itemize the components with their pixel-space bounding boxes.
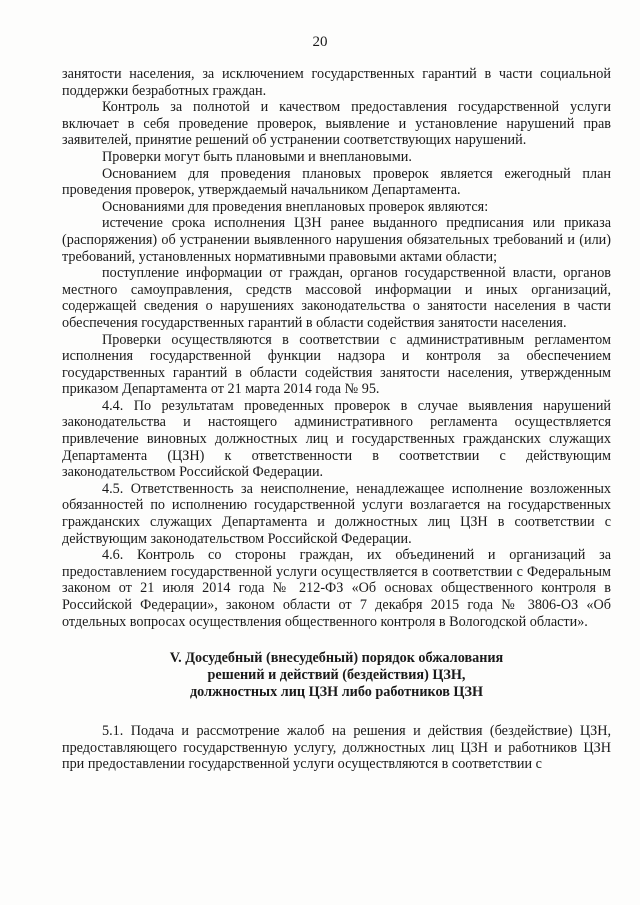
paragraph: Основаниями для проведения внеплановых проверок являются: [102,198,489,215]
section-heading-line: должностных лиц ЦЗН либо работников ЦЗН [189,684,483,701]
paragraph: Контроль за полнотой и качеством предоставления государственной услуги включает в себя проведение проверок, выявление и установление нарушений прав заявителей, принятие решений об устранении соответствующих нарушений. [62,99,611,149]
paragraph: истечение срока исполнения ЦЗН ранее выданного предписания или приказа (распоряжения) об устранении выявленного нарушения обязательных требований и (или) требований, установленных нормативными правовыми актами области; [62,215,611,265]
paragraphs-top [62,66,611,630]
paragraphs-bottom [62,723,611,773]
section-heading-line: V. Досудебный (внесудебный) порядок обжалования [169,650,504,667]
paragraph: 5.1. Подача и рассмотрение жалоб на решения и действия (бездействие) ЦЗН, предоставляющего государственную услугу, должностных лиц ЦЗН и работников ЦЗН при предоставлении государственной услуги осуществляются в соответствии с [62,723,611,773]
paragraph: Проверки осуществляются в соответствии с административным регламентом исполнения государственной функции надзора и контроля за обеспечением государственных гарантий в области содействия занятости населения, утвержденным приказом Департамента от 21 марта 2014 года № 95. [62,331,611,398]
paragraph: 4.6. Контроль со стороны граждан, их объединений и организаций за предоставлением государственной услуги осуществляется в соответствии с Федеральным законом от 21 июля 2014 года № 212-ФЗ «Об основах общественного контроля в Российской Федерации», законом области от 7 декабря 2015 года № 3806-ОЗ «Об отдельных вопросах осуществления общественного контроля в Вологодской области». [62,547,611,630]
section-heading [62,650,611,701]
paragraph: 4.5. Ответственность за неисполнение, ненадлежащее исполнение возложенных обязанностей по исполнению государственной услуги возлагается на государственных гражданских служащих Департамента и должностных лиц ЦЗН в соответствии с действующим законодательством Российской Федерации. [62,480,611,547]
paragraph: 4.4. По результатам проведенных проверок в случае выявления нарушений законодательства и настоящего административного регламента осуществляется привлечение виновных должностных лиц и государственных гражданских служащих Департамента (ЦЗН) к ответственности в соответствии с действующим законодательством Российской Федерации. [62,397,611,481]
page-number: 20 [312,34,328,50]
paragraph: Основанием для проведения плановых проверок является ежегодный план проведения проверок, утверждаемый начальником Департамента. [62,165,611,199]
paragraph: Проверки могут быть плановыми и внеплановыми. [102,148,412,165]
section-heading-line: решений и действий (бездействия) ЦЗН, [207,667,466,684]
document-body [62,66,611,773]
paragraph: поступление информации от граждан, органов государственной власти, органов местного самоуправления, средств массовой информации и иных организаций, содержащей сведения о нарушениях законодательства о занятости населения в части обеспечения государственных гарантий в области содействия занятости населения. [62,265,611,331]
paragraph: занятости населения, за исключением государственных гарантий в части социальной поддержки безработных граждан. [62,66,611,99]
